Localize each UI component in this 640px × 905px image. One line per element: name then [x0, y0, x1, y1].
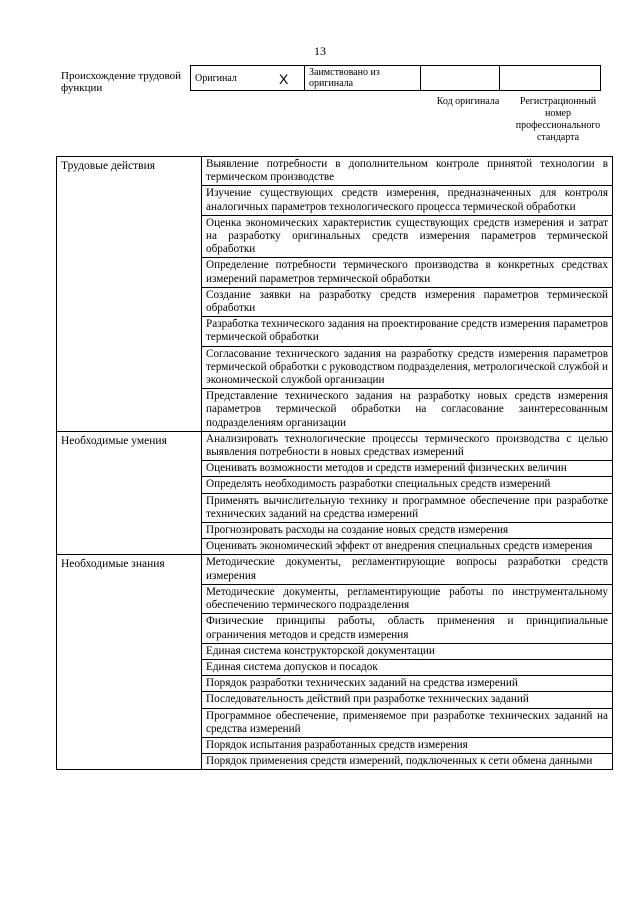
section-item: Изучение существующих средств измерения, предназначенных для контроля аналогичных параметров технологического процесса термической обработки [202, 186, 613, 215]
section-title: Необходимые знания [57, 555, 202, 770]
origin-table [190, 65, 601, 91]
table-row [57, 431, 613, 460]
section-title: Необходимые умения [57, 431, 202, 555]
section-item: Оценивать экономический эффект от внедрения специальных средств измерения [202, 539, 613, 555]
section-item: Определять необходимость разработки специальных средств измерений [202, 477, 613, 493]
section-item: Оценивать возможности методов и средств измерений физических величин [202, 461, 613, 477]
borrowed-cell: Заимствовано из оригинала [305, 66, 421, 91]
section-item: Согласование технического задания на разработку средств измерения параметров термической обработки с руководством подразделения, метрологической службой и экономической службой организации [202, 346, 613, 389]
section-item: Порядок разработки технических заданий на средства измерений [202, 676, 613, 692]
section-item: Методические документы, регламентирующие работы по инструментальному обеспечению термического подразделения [202, 584, 613, 613]
reg-number-cell [500, 66, 601, 91]
section-item: Применять вычислительную технику и программное обеспечение при разработке технических заданий на средства измерений [202, 493, 613, 522]
original-mark: X [279, 71, 289, 87]
section-item: Разработка технического задания на проектирование средств измерения параметров термической обработки [202, 317, 613, 346]
function-table [56, 156, 613, 770]
section-item: Прогнозировать расходы на создание новых средств измерения [202, 523, 613, 539]
section-item: Последовательность действий при разработке технических заданий [202, 692, 613, 708]
section-item: Единая система допусков и посадок [202, 659, 613, 675]
section-item: Создание заявки на разработку средств измерения параметров термической обработки [202, 287, 613, 316]
code-cell [421, 66, 500, 91]
section-item: Порядок применения средств измерений, подключенных к сети обмена данными [202, 754, 613, 770]
code-caption: Код оригинала [436, 96, 500, 107]
page-number: 13 [314, 44, 326, 58]
section-item: Выявление потребности в дополнительном контроле принятой технологии в термическом производстве [202, 157, 613, 186]
section-item: Оценка экономических характеристик существующих средств измерения и затрат на разработку оригинальных средств измерения параметров термической обработки [202, 215, 613, 258]
section-item: Физические принципы работы, область применения и принципиальные ограничения методов и средств измерения [202, 614, 613, 643]
section-item: Порядок испытания разработанных средств измерения [202, 737, 613, 753]
original-cell: Оригинал [191, 66, 305, 91]
section-item: Методические документы, регламентирующие вопросы разработки средств измерения [202, 555, 613, 584]
section-title: Трудовые действия [57, 157, 202, 432]
origin-label: Происхождение трудовой функции [61, 70, 182, 94]
reg-caption: Регистрационный номер профессионального стандарта [515, 96, 601, 143]
table-row [57, 555, 613, 584]
section-item: Программное обеспечение, применяемое при разработке технических заданий на средства измерений [202, 708, 613, 737]
section-item: Единая система конструкторской документации [202, 643, 613, 659]
section-item: Определение потребности термического производства в конкретных средствах измерений параметров термической обработки [202, 258, 613, 287]
table-row [57, 157, 613, 186]
section-item: Анализировать технологические процессы термического производства с целью выявления потребности в новых средствах измерений [202, 431, 613, 460]
section-item: Представление технического задания на разработку новых средств измерения параметров термической обработки на согласование заинтересованным подразделениям организации [202, 389, 613, 432]
